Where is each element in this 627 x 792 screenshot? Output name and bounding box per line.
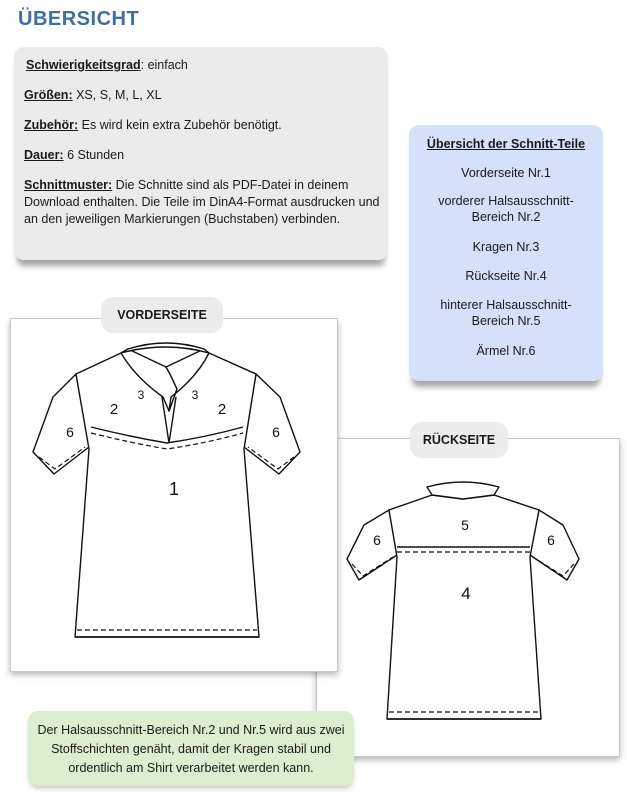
front-num-body: 1 (168, 479, 180, 499)
page-title: ÜBERSICHT (18, 8, 140, 30)
front-num-yoke-left: 2 (109, 401, 119, 418)
sizes-value: XS, S, M, L, XL (72, 88, 162, 102)
difficulty-value: : einfach (140, 58, 188, 72)
back-num-yoke: 5 (461, 517, 469, 533)
back-panel (316, 438, 620, 757)
front-num-sleeve-right: 6 (272, 424, 280, 440)
part-item: vorderer Halsausschnitt-Bereich Nr.2 (438, 194, 574, 224)
accessories-line (24, 117, 380, 134)
pattern-label: Schnittmuster: (24, 178, 113, 192)
sizes-line (24, 87, 380, 104)
front-label: VORDERSEITE (101, 297, 223, 333)
part-item: Rückseite Nr.4 (465, 269, 547, 283)
difficulty-line (26, 57, 380, 74)
back-shirt-illustration (317, 439, 619, 756)
part-item: hinterer Halsausschnitt-Bereich Nr.5 (440, 298, 572, 328)
sizes-label: Größen: (24, 88, 73, 102)
front-panel (10, 318, 338, 672)
accessories-label: Zubehör: (24, 118, 79, 132)
part-item: Ärmel Nr.6 (476, 344, 536, 358)
duration-value: 6 Stunden (63, 148, 125, 162)
difficulty-label: Schwierigkeitsgrad (26, 58, 141, 72)
pattern-line (24, 177, 382, 228)
part-item: Kragen Nr.3 (472, 240, 540, 254)
parts-overview-box (409, 125, 603, 381)
duration-label: Dauer: (24, 148, 64, 162)
note-box (28, 711, 354, 786)
front-num-sleeve-left: 6 (66, 424, 74, 440)
info-box (14, 47, 388, 260)
duration-line (24, 147, 380, 164)
accessories-value: Es wird kein extra Zubehör benötigt. (78, 118, 282, 132)
front-shirt-illustration (11, 319, 337, 671)
front-num-collar-right: 3 (191, 388, 199, 402)
pattern-value: Die Schnitte sind als PDF-Datei in deinem Download enthalten. Die Teile im DinA4-Format ausdrucken und an den jeweiligen Markierungen (Buchstaben) verbinden. (24, 178, 380, 226)
back-num-body: 4 (461, 584, 471, 603)
part-item: Vorderseite Nr.1 (461, 166, 551, 180)
front-num-collar-left: 3 (137, 388, 145, 402)
back-sleeve-left (347, 510, 397, 580)
back-num-sleeve-left: 6 (373, 532, 381, 548)
note-text: Der Halsausschnitt-Bereich Nr.2 und Nr.5 wird aus zwei Stoffschichten genäht, damit der Kragen stabil und ordentlich am Shirt verarbeitet werden kann. (37, 723, 345, 775)
front-num-yoke-right: 2 (217, 401, 227, 418)
back-num-sleeve-right: 6 (547, 532, 555, 548)
back-collar (427, 482, 499, 499)
back-label: RÜCKSEITE (410, 422, 508, 458)
parts-title: Übersicht der Schnitt-Teile (426, 137, 586, 151)
